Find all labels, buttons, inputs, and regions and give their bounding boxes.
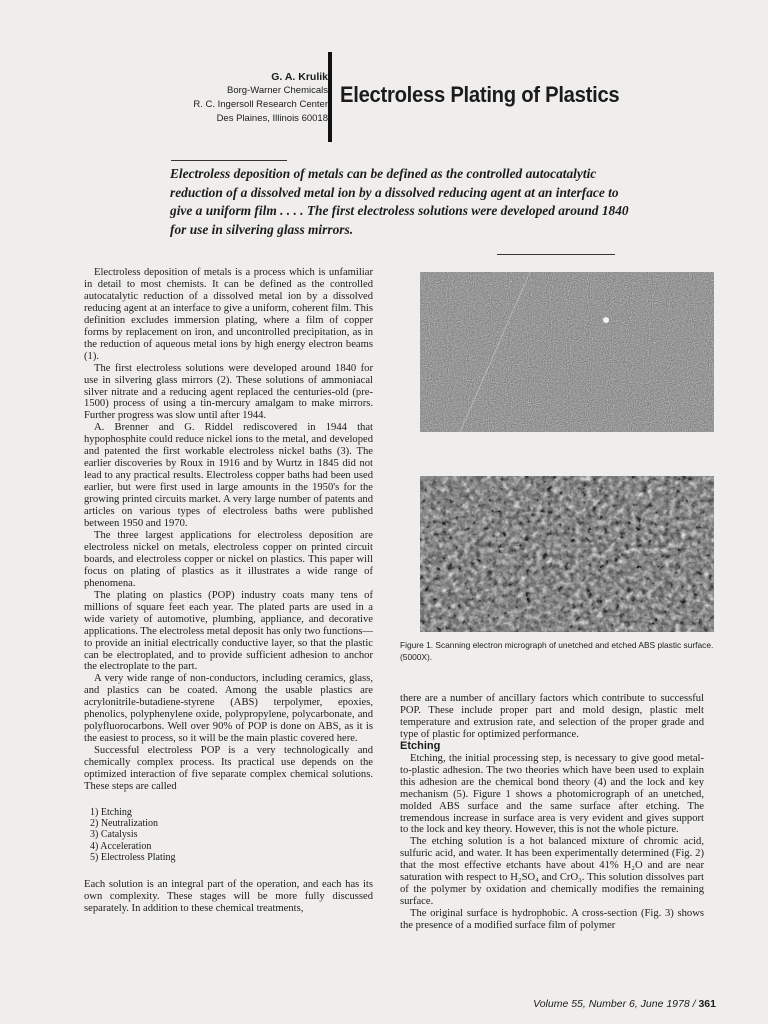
paragraph: The original surface is hydrophobic. A cross-section (Fig. 3) shows the presence of a modified surface film of polymer xyxy=(400,908,704,932)
article-title: Electroless Plating of Plastics xyxy=(340,82,620,107)
paragraph: there are a number of ancillary factors which contribute to successful POP. These include proper part and mold design, plastic melt temperature and extrusion rate, and selection of the proper grade and type of plastic for optimized performance. xyxy=(400,693,704,740)
paragraph: Successful electroless POP is a very technologically and chemically complex process. Its practical use depends on the optimized interaction of five separate complex chemical solutions. These steps are called xyxy=(84,745,373,792)
paragraph: Electroless deposition of metals is a process which is unfamiliar in detail to most chemists. It can be defined as the controlled autocatalytic reduction of a dissolved metal ion by a dissolved reducing agent at an interface to give a uniform, coherent film. This definition excludes immersion plating, where a film of copper forms by replacement on iron, and uncontrolled precipitation, as in the reduction of aqueous metal ions by high energy electron beams (1). xyxy=(84,267,373,362)
page-number: 361 xyxy=(698,998,716,1010)
page-footer xyxy=(500,998,716,1010)
paragraph: A. Brenner and G. Riddel rediscovered in 1944 that hypophosphite could reduce nickel ions to the metal, and developed and patented the first workable electroless nickel baths (3). The earlier discoveries by Roux in 1916 and by Wurtz in 1845 did not lead to any practical results. Electroless copper baths had been used earlier, but were first used in large amounts in the 1950's for the growing printed circuits market. A very large number of patents and articles on various types of electroless baths were published between 1950 and 1970. xyxy=(84,422,373,530)
micrograph-etched xyxy=(420,476,714,632)
paragraph: Each solution is an integral part of the operation, and each has its own complexity. These stages will be more fully discussed separately. In addition to these chemical treatments, xyxy=(84,878,373,914)
paragraph: A very wide range of non-conductors, including ceramics, glass, and plastics can be coated. Among the usable plastics are acrylonitrile-butadiene-styrene (ABS) terpolymer, epoxies, phenolics, polyphenylene oxide, polypropylene, polycarbonate, and polyfluorocarbons. Well over 90% of POP is done on ABS, as it is the easiest to process, so it will be the main plastic covered here. xyxy=(84,673,373,745)
affiliation-line-1: Borg-Warner Chemicals xyxy=(226,85,328,96)
abstract xyxy=(170,165,630,239)
paragraph: The first electroless solutions were developed around 1840 for use in silvering glass mirrors (2). These solutions of ammoniacal silver nitrate and a reducing agent replaced the centuries-old (pre-1500) process of using a tin-mercury amalgam to make mirrors. Further progress was slow until after 1944. xyxy=(84,362,373,422)
paragraph: The three largest applications for electroless deposition are electroless nickel on metals, electroless copper on printed circuit boards, and electroless copper or nickel on plastics. This paper will focus on plating of plastics as it illustrates a wide range of phenomena. xyxy=(84,529,373,589)
author-name: G. A. Krulik xyxy=(271,71,328,83)
header-divider xyxy=(328,52,332,142)
body-column-left xyxy=(84,267,373,915)
list-item: 3) Catalysis xyxy=(90,829,138,841)
list-item: 1) Etching xyxy=(90,806,132,818)
body-column-right xyxy=(400,693,704,932)
abstract-rule-bottom xyxy=(497,254,615,255)
affiliation-line-3: Des Plaines, Illinois 60018 xyxy=(216,113,328,124)
affiliation-line-2: R. C. Ingersoll Research Center xyxy=(193,99,328,110)
abstract-rule-top xyxy=(171,160,287,161)
process-steps-list xyxy=(84,807,373,863)
section-heading-etching: Etching xyxy=(400,739,441,752)
list-item: 4) Acceleration xyxy=(90,840,152,852)
list-item: 2) Neutralization xyxy=(90,818,159,830)
paragraph: Etching, the initial processing step, is necessary to give good metal-to-plastic adhesion. The two theories which have been used to explain this adhesion are the chemical bond theory (4) and the lock and key mechanism (5). Figure 1 shows a photomicrograph of an unetched, molded ABS surface and the same surface after etching. The tremendous increase in surface area is very evident and gives support to the lock and key theory. However, this is not the whole picture. xyxy=(400,752,704,836)
paragraph: The etching solution is a hot balanced mixture of chromic acid, sulfuric acid, and water. It has been experimentally determined (Fig. 2) that the most effective etchants have about 41% H₂O and are near saturation with respect to H₂SO₄ and CrO₃. This solution dissolves part of the polymer by oxidation and chemically modifies the remaining surface. xyxy=(400,836,704,908)
author-block xyxy=(150,70,328,126)
paragraph: The plating on plastics (POP) industry coats many tens of millions of square feet each year. The plated parts are used in a wide variety of automotive, plumbing, appliance, and decorative applications. The electroless metal deposit has only two functions—to provide an initial electrically conductive layer, so that the plastic can be electroplated, and to provide sufficient adhesion to anchor the electroplate to the part. xyxy=(84,589,374,673)
list-item: 5) Electroless Plating xyxy=(90,851,176,863)
figure-caption: Figure 1. Scanning electron micrograph of unetched and etched ABS plastic surface. (5000X). xyxy=(400,640,714,662)
abstract-text: Electroless deposition of metals can be defined as the controlled autocatalytic reduction of a dissolved metal ion by a dissolved reducing agent at an interface to give a uniform film . . . . The first electroless solutions were developed around 1840 for use in silvering glass mirrors. xyxy=(170,166,629,237)
issue-info: Volume 55, Number 6, June 1978 / xyxy=(533,998,696,1010)
micrograph-unetched xyxy=(420,272,714,432)
